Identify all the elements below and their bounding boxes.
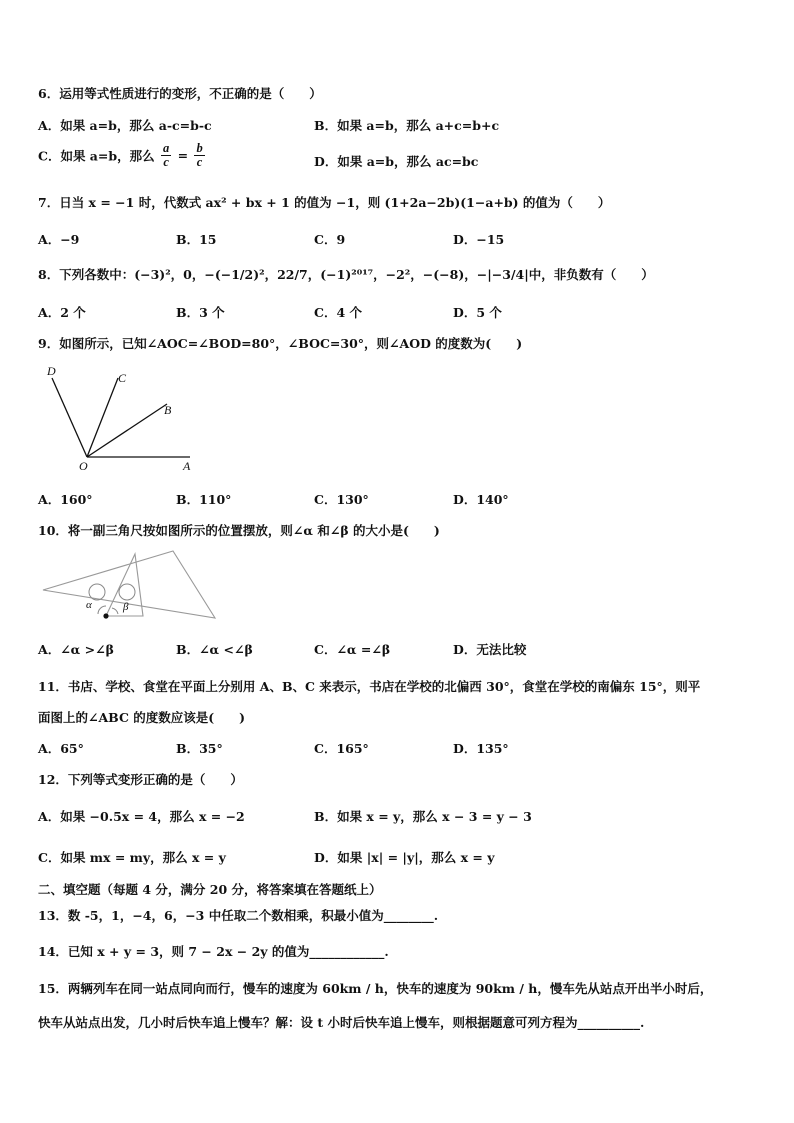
circle-right (119, 584, 135, 600)
q11-option-b: B．35° (176, 741, 223, 756)
arc-beta (112, 608, 118, 614)
q9-stem: 9．如图所示，已知∠AOC=∠BOD=80°，∠BOC=30°，则∠AOD 的度数为( ) (38, 336, 523, 351)
q12-option-c: C．如果 mx = my，那么 x = y (38, 850, 226, 865)
q10-stem: 10．将一副三角尺按如图所示的位置摆放，则∠α 和∠β 的大小是( ) (38, 523, 440, 538)
ray-oc (87, 378, 118, 457)
q7-stem: 7．日当 x = −1 时，代数式 ax² + bx + 1 的值为 −1，则 (1+2a−2b)(1−a+b) 的值为（ ） (38, 195, 611, 210)
q13-stem: 13．数 -5，1，−4，6，−3 中任取二个数相乘，积最小值为________. (38, 908, 439, 923)
angle-figure (40, 362, 200, 474)
q9-option-b: B．110° (176, 492, 232, 507)
label-b: B (164, 403, 172, 417)
q9-option-a: A．160° (38, 492, 93, 507)
q8-option-c: C．4 个 (314, 305, 362, 320)
q15-stem-line2: 快车从站点出发，几小时后快车追上慢车？解：设 t 小时后快车追上慢车，则根据题意可列方程为__________. (38, 1015, 645, 1030)
arc-alpha (98, 606, 106, 614)
q15-stem-line1: 15．两辆列车在同一站点同向而行，慢车的速度为 60km / h，快车的速度为 90km / h，慢车先从站点开出半小时后， (38, 981, 713, 996)
vertex-point (103, 613, 108, 618)
q10-option-b: B．∠α <∠β (176, 642, 253, 657)
q8-option-d: D．5 个 (453, 305, 502, 320)
fraction-b-over-c: $\frac{b}{c}$ (196, 141, 203, 169)
label-d: D (47, 364, 56, 378)
q6-option-a: A．如果 a=b，那么 a-c=b-c (38, 118, 212, 133)
q6-option-b: B．如果 a=b，那么 a+c=b+c (314, 118, 500, 133)
q10-option-d: D．无法比较 (453, 642, 527, 657)
q12-option-d: D．如果 |x| = |y|，那么 x = y (314, 850, 495, 865)
q11-stem-line1: 11．书店、学校、食堂在平面上分别用 A、B、C 来表示，书店在学校的北偏西 30°，食堂在学校的南偏东 15°，则平 (38, 679, 701, 694)
q12-option-b: B．如果 x = y，那么 x − 3 = y − 3 (314, 809, 532, 824)
fraction-a-over-c: $\frac{a}{c}$ (162, 141, 170, 169)
q7-option-a: A．−9 (38, 232, 80, 247)
label-c: C (118, 371, 127, 385)
q7-option-c: C．9 (314, 232, 346, 247)
q7-option-d: D．−15 (453, 232, 505, 247)
q11-option-a: A．65° (38, 741, 84, 756)
label-beta: β (123, 601, 129, 613)
ray-od (52, 378, 87, 457)
label-o: O (79, 459, 88, 473)
q12-stem: 12．下列等式变形正确的是（ ） (38, 772, 243, 787)
q9-option-d: D．140° (453, 492, 509, 507)
q8-option-b: B．3 个 (176, 305, 225, 320)
q8-stem: 8．下列各数中：(−3)²，0，−(−1/2)²，22/7，(−1)²⁰¹⁷，−2²，−(−8)，−|−3/4|中，非负数有（ ） (38, 267, 654, 282)
label-alpha: α (86, 599, 92, 611)
circle-left (89, 584, 105, 600)
q14-stem: 14．已知 x + y = 3，则 7 − 2x − 2y 的值为____________. (38, 944, 389, 959)
q6-option-c: C．如果 a=b，那么 $\frac{a}{c}$ = $\frac{b}{c}$ (38, 141, 203, 169)
q11-stem-line2: 面图上的∠ABC 的度数应该是( ) (38, 710, 246, 725)
q12-option-a: A．如果 −0.5x = 4，那么 x = −2 (38, 809, 245, 824)
label-a: A (183, 459, 191, 473)
q8-option-a: A．2 个 (38, 305, 86, 320)
set-squares-figure (40, 548, 220, 620)
q11-option-d: D．135° (453, 741, 509, 756)
q9-option-c: C．130° (314, 492, 369, 507)
q11-option-c: C．165° (314, 741, 369, 756)
q6-option-d: D．如果 a=b，那么 ac=bc (314, 154, 479, 169)
q6-stem: 6．运用等式性质进行的变形，不正确的是（ ） (38, 86, 322, 101)
q7-option-b: B．15 (176, 232, 217, 247)
q10-option-a: A．∠α >∠β (38, 642, 114, 657)
ray-ob (87, 404, 167, 457)
q10-option-c: C．∠α =∠β (314, 642, 391, 657)
section-heading-fill-in: 二、填空题（每题 4 分，满分 20 分，将答案填在答题纸上） (38, 882, 382, 897)
